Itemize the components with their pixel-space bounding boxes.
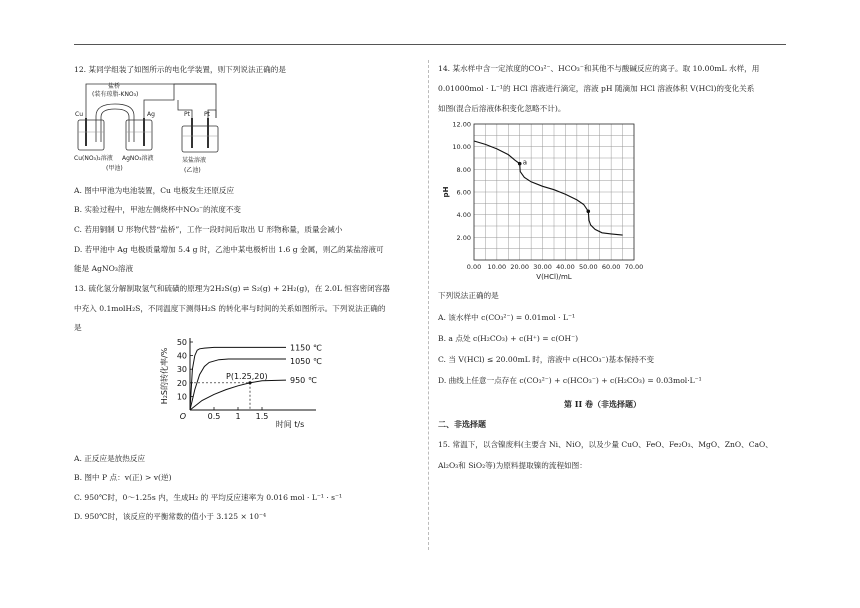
sol3-label: 某盐溶液 bbox=[182, 157, 207, 164]
point-label: a bbox=[522, 158, 528, 167]
y-tick-label: 8.00 bbox=[456, 165, 471, 174]
y-tick-label: 2.00 bbox=[456, 233, 471, 242]
x-tick-label: 0.00 bbox=[466, 263, 482, 271]
bridge-content-label: (装有琼脂-KNO₃) bbox=[92, 91, 139, 98]
q15-line1: 15. 常温下，以含镍废料(主要含 Ni、NiO，以及少量 CuO、FeO、Fe₂O₃、MgO、ZnO、CaO、 bbox=[438, 440, 773, 449]
x-tick-label: 1.5 bbox=[255, 412, 269, 421]
y-axis-label: H₂S的转化率/% bbox=[160, 347, 169, 405]
pt2-label: Pt bbox=[204, 111, 210, 118]
q14-option-b: B. a 点处 c(H₂CO₃) + c(H⁺) = c(OH⁻) bbox=[438, 334, 579, 343]
q14-option-d: D. 曲线上任意一点存在 c(CO₃²⁻) + c(HCO₃⁻) + c(H₂CO₃) = 0.03mol·L⁻¹ bbox=[438, 376, 702, 385]
q13-option-d: D. 950℃时，该反应的平衡常数的值小于 3.125 × 10⁻⁴ bbox=[74, 512, 267, 521]
q13-option-c: C. 950℃时，0～1.25s 内，生成H₂ 的 平均反应速率为 0.016 mol · L⁻¹ · s⁻¹ bbox=[74, 493, 343, 502]
point-p-label: P(1.25,20) bbox=[226, 371, 268, 381]
x-tick-label: 50.00 bbox=[578, 263, 598, 271]
q14-after-text: 下列说法正确的是 bbox=[438, 291, 499, 300]
y-tick-label: 10 bbox=[176, 392, 187, 402]
y-tick-label: 6.00 bbox=[456, 188, 471, 197]
bridge-label: 盐桥 bbox=[108, 83, 121, 90]
ph-titration-chart bbox=[438, 116, 644, 284]
q12-option-d-line1: D. 若甲池中 Ag 电极质量增加 5.4 g 时，乙池中某电极析出 1.6 g 金属，则乙的某盐溶液可 bbox=[74, 245, 384, 254]
cell1-label: (甲池) bbox=[106, 165, 123, 172]
beaker-cu bbox=[78, 120, 104, 150]
q12-option-b: B. 实验过程中，甲池左侧烧杯中NO₃⁻的浓度不变 bbox=[74, 205, 242, 214]
y-tick-label: 12.00 bbox=[452, 120, 471, 129]
y-tick-label: 30 bbox=[176, 365, 187, 375]
q15-line2: Al₂O₃和 SiO₂等)为原料提取镍的流程如图： bbox=[438, 461, 587, 470]
electrochem-apparatus-figure bbox=[74, 80, 224, 182]
ph-curve bbox=[474, 141, 623, 235]
q14-option-a: A. 该水样中 c(CO₃²⁻) = 0.01mol · L⁻¹ bbox=[438, 313, 576, 322]
section-heading: 二、非选择题 bbox=[438, 419, 486, 429]
q13-stem-line2: 中充入 0.1molH₂S，不同温度下测得H₂S 的转化率与时间的关系如图所示。下列说法正确的 bbox=[74, 304, 386, 313]
q12-option-d-line2: 能是 AgNO₃溶液 bbox=[74, 264, 134, 273]
origin-label: O bbox=[179, 412, 186, 421]
q13-option-b: B. 图中 P 点：v(正) > v(逆) bbox=[74, 473, 172, 482]
q12-option-a: A. 图中甲池为电池装置，Cu 电极发生还原反应 bbox=[74, 186, 235, 195]
q13-stem-line3: 是 bbox=[74, 323, 82, 332]
beaker-cell2 bbox=[182, 126, 218, 152]
section-title: 第 II 卷（非选择题） bbox=[564, 399, 642, 409]
series-label: 1050 ℃ bbox=[290, 357, 322, 366]
q13-stem-line1: 13. 硫化氢分解制取氢气和硫磺的原理为2H₂S(g) ⇌ S₂(g) + 2H₂(g)，在 2.0L 恒容密闭容器 bbox=[74, 284, 390, 293]
x-tick-label: 10.00 bbox=[487, 263, 507, 271]
cu-label: Cu bbox=[75, 111, 83, 118]
point-p bbox=[248, 381, 251, 384]
curve-point bbox=[518, 162, 522, 166]
x-axis-label: V(HCl)/mL bbox=[536, 273, 572, 281]
q14-option-c: C. 当 V(HCl) ≤ 20.00mL 时，溶液中 c(HCO₃⁻)基本保持不变 bbox=[438, 355, 655, 364]
x-axis-label: 时间 t/s bbox=[275, 420, 305, 429]
pt1-label: Pt bbox=[184, 111, 190, 118]
series-line-1 bbox=[190, 359, 286, 410]
x-tick-label: 30.00 bbox=[533, 263, 552, 271]
right-column bbox=[438, 0, 788, 608]
q13-option-a: A. 正反应是放热反应 bbox=[74, 454, 146, 463]
cell2-label: (乙池) bbox=[184, 167, 201, 174]
y-tick-label: 50 bbox=[176, 338, 187, 347]
h2s-conversion-chart bbox=[160, 336, 354, 428]
salt-bridge bbox=[96, 104, 134, 142]
x-tick-label: 40.00 bbox=[556, 263, 575, 271]
y-tick-label: 40 bbox=[176, 351, 187, 361]
y-tick-label: 20 bbox=[176, 378, 187, 388]
left-column bbox=[74, 0, 420, 608]
q14-stem-line2: 0.01000mol · L⁻¹的 HCl 溶液进行滴定，溶液 pH 随滴加 HCl 溶液体积 V(HCl)的变化关系 bbox=[438, 84, 755, 93]
q14-stem-line3: 如图(混合后溶液体积变化忽略不计)。 bbox=[438, 104, 566, 113]
q14-stem-line1: 14. 某水样中含一定浓度的CO₃²⁻、HCO₃⁻和其他不与酸碱反应的离子。取 10.00mL 水样，用 bbox=[438, 64, 760, 73]
y-axis-label: pH bbox=[442, 186, 450, 198]
q12-option-c: C. 若用铜制 U 形物代替“盐桥”，工作一段时间后取出 U 形物称量，质量会减小 bbox=[74, 225, 343, 234]
x-tick-label: 1 bbox=[235, 412, 241, 421]
sol2-label: AgNO₃溶液 bbox=[122, 155, 154, 162]
series-label: 1150 ℃ bbox=[290, 343, 322, 353]
y-tick-label: 10.00 bbox=[452, 143, 471, 152]
x-tick-label: 0.5 bbox=[207, 412, 221, 421]
ag-label: Ag bbox=[147, 111, 155, 118]
sol1-label: Cu(NO₃)₂溶液 bbox=[74, 155, 113, 162]
x-tick-label: 20.00 bbox=[510, 263, 530, 271]
x-tick-label: 70.00 bbox=[624, 263, 644, 271]
series-line-2 bbox=[190, 380, 286, 410]
column-divider bbox=[428, 60, 429, 550]
beaker-ag bbox=[126, 120, 152, 150]
q12-stem: 12. 某同学组装了如图所示的电化学装置，则下列说法正确的是 bbox=[74, 65, 286, 74]
x-tick-label: 60.00 bbox=[601, 263, 621, 271]
curve-point bbox=[586, 209, 590, 213]
y-tick-label: 4.00 bbox=[456, 211, 471, 220]
series-label: 950 ℃ bbox=[290, 376, 317, 386]
